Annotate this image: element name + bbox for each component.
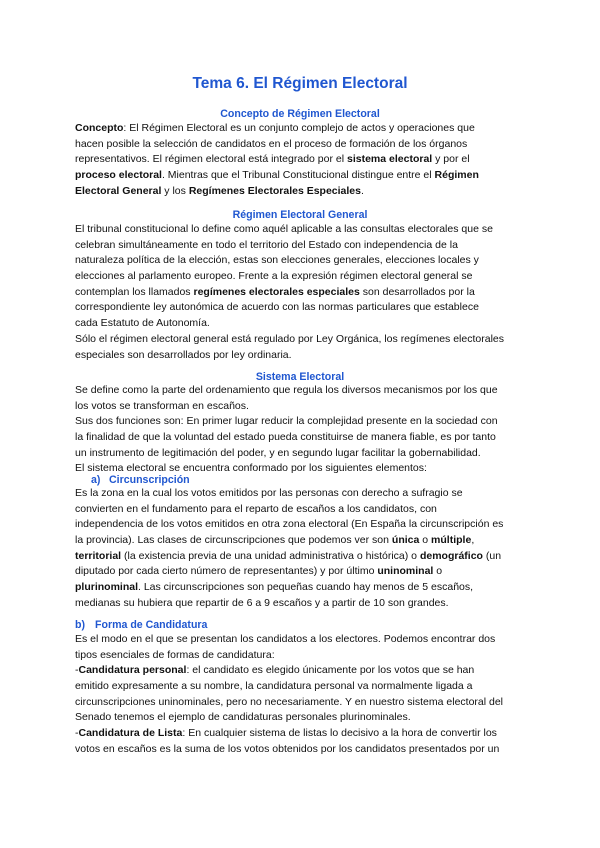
text-line [75, 486, 535, 502]
bold-term: Candidatura de Lista [78, 727, 183, 740]
text-run: - [75, 727, 79, 740]
text-run: celebran simultáneamente en todo el territorio del Estado con independencia de la [75, 238, 458, 251]
text-line [75, 502, 535, 518]
bold-term: uninominal [377, 565, 434, 578]
text-line [75, 300, 535, 316]
text-run: especiales son desarrollados por ley ordinaria. [75, 348, 292, 361]
text-run: . [361, 184, 364, 197]
heading-circunscripcion [75, 473, 190, 487]
heading-circunscripcion-text: Circunscripción [109, 474, 190, 486]
bold-term: territorial [75, 549, 122, 562]
bold-term: demográfico [419, 549, 483, 562]
text-line [75, 222, 535, 238]
text-run: correspondiente ley autonómica de acuerdo con las normas particulares que establece [75, 301, 479, 314]
text-run: son desarrollados por la [359, 285, 475, 298]
bold-term: Electoral General [75, 184, 162, 197]
text-line [75, 332, 535, 348]
text-run: los votos se transforman en escaños. [75, 399, 249, 412]
bold-term: única [391, 534, 420, 547]
text-line [75, 121, 535, 137]
text-run: medianas su hubiera que repartir de 6 a 9 escaños y a partir de 10 son grandes. [75, 596, 449, 609]
text-run: El sistema electoral se encuentra conformado por los siguientes elementos: [75, 462, 427, 475]
text-line [75, 285, 535, 301]
paragraph-circunscripcion [75, 486, 535, 612]
text-run: Es la zona en la cual los votos emitidos por las personas con derecho a sufragio se [75, 487, 463, 499]
text-line [75, 152, 535, 168]
text-line [75, 316, 535, 332]
list-label-b: b) [75, 619, 85, 631]
text-run: hacen posible la selección de candidatos en el proceso de formación de los órganos [75, 137, 468, 150]
text-run: . Las circunscripciones son pequeñas cuando hay menos de 5 escaños, [138, 581, 474, 594]
text-line [75, 238, 535, 254]
text-run: o [433, 565, 443, 578]
text-run: Sólo el régimen electoral general está regulado por Ley Orgánica, los regímenes electorales [75, 332, 504, 345]
text-line [75, 269, 535, 285]
text-run: diputado por cada cierto número de representantes) y por último [75, 565, 378, 578]
text-run: tipos esenciales de formas de candidatura: [75, 648, 275, 661]
bold-term: regímenes electorales especiales [193, 285, 360, 298]
paragraph-regimen-general [75, 222, 535, 363]
paragraph-forma-candidatura [75, 632, 535, 758]
text-run: convierten en el fundamento para el reparto de escaños a los candidatos, con [75, 502, 437, 515]
paragraph-concepto [75, 121, 535, 199]
list-label-a: a) [91, 474, 101, 486]
text-run: circunscripciones uninominales, pero no necesariamente. Y en nuestro sistema electoral del [75, 695, 504, 708]
text-line [75, 253, 535, 269]
text-run: Se define como la parte del ordenamiento que regula los diversos mecanismos por los que [75, 384, 498, 396]
text-line [75, 663, 535, 679]
text-line [75, 168, 535, 184]
heading-forma-candidatura [75, 618, 207, 632]
text-run: - [75, 664, 79, 677]
bold-term: Régimen [434, 169, 479, 182]
text-run: (la existencia previa de una unidad administrativa o histórica) o [121, 549, 420, 562]
text-run: representativos. El régimen electoral está integrado por el [75, 153, 347, 166]
text-line [75, 726, 535, 742]
text-run: votos en escaños es la suma de los votos obtenidos por los candidatos presentados por un [75, 742, 500, 755]
text-run: : En cualquier sistema de listas lo decisivo a la hora de convertir los [182, 727, 497, 740]
text-line [75, 648, 535, 664]
heading-regimen-general: Régimen Electoral General [232, 209, 368, 221]
paragraph-sistema-electoral [75, 383, 535, 477]
heading-sistema-electoral: Sistema Electoral [255, 371, 345, 383]
bold-term: Regímenes Electorales Especiales [188, 184, 361, 197]
text-run: o [419, 534, 432, 547]
text-line [75, 596, 535, 612]
text-line [75, 383, 535, 399]
text-run: El tribunal constitucional lo define como aquél aplicable a las consultas electorales que se [75, 223, 493, 235]
text-line [75, 430, 535, 446]
text-run: un instrumento de legitimación del poder, y en segundo lugar facilitar la gobernabilidad. [75, 446, 481, 459]
bold-term: Concepto [75, 122, 124, 134]
text-line [75, 695, 535, 711]
bold-term: múltiple [431, 534, 472, 547]
text-run: y por el [432, 153, 470, 166]
text-run: : El Régimen Electoral es un conjunto complejo de actos y operaciones que [123, 122, 475, 134]
text-run: independencia de los votos emitidos en otra zona electoral (En España la circunscripción es [75, 518, 504, 531]
text-run: la finalidad de que la voluntad del estado pueda constituirse de manera fiable, es por tanto [75, 431, 496, 444]
text-run: elecciones al parlamento europeo. Frente a la expresión régimen electoral general se [75, 270, 473, 283]
text-line [75, 446, 535, 462]
text-line [75, 549, 535, 565]
text-line [75, 710, 535, 726]
text-run: naturaleza política de la elección, estas son elecciones generales, elecciones locales y [75, 254, 479, 267]
text-run: , [471, 534, 475, 547]
text-line [75, 184, 535, 200]
text-run: emitido expresamente a su nombre, la candidatura personal va normalmente ligada a [75, 680, 473, 693]
text-line [75, 414, 535, 430]
text-line [75, 679, 535, 695]
text-line [75, 580, 535, 596]
text-run: : el candidato es elegido únicamente por los votos que se han [186, 664, 475, 677]
text-line [75, 517, 535, 533]
bold-term: proceso electoral [75, 169, 162, 182]
text-run: . Mientras que el Tribunal Constitucional distingue entre el [161, 169, 435, 182]
text-line [75, 533, 535, 549]
heading-forma-candidatura-text: Forma de Candidatura [95, 619, 208, 631]
bold-term: sistema electoral [346, 153, 433, 166]
text-run: contemplan los llamados [75, 285, 194, 298]
text-run: Sus dos funciones son: En primer lugar reducir la complejidad presente en la sociedad con [75, 415, 498, 428]
heading-concepto: Concepto de Régimen Electoral [220, 108, 380, 120]
text-line [75, 348, 535, 364]
text-run: la provincia). Las clases de circunscripciones que podemos ver son [75, 534, 392, 547]
document-title: Tema 6. El Régimen Electoral [192, 75, 408, 92]
text-line [75, 564, 535, 580]
text-line [75, 632, 535, 648]
bold-term: plurinominal [75, 581, 138, 594]
text-run: cada Estatuto de Autonomía. [75, 317, 210, 330]
bold-term: Candidatura personal [78, 664, 187, 677]
text-run: (un [482, 549, 502, 562]
text-run: Es el modo en el que se presentan los candidatos a los electores. Podemos encontrar dos [75, 633, 496, 645]
text-line [75, 399, 535, 415]
text-line [75, 742, 535, 758]
text-run: Senado tenemos el ejemplo de candidaturas personales plurinominales. [75, 711, 411, 724]
text-line [75, 137, 535, 153]
text-run: y los [161, 184, 189, 197]
